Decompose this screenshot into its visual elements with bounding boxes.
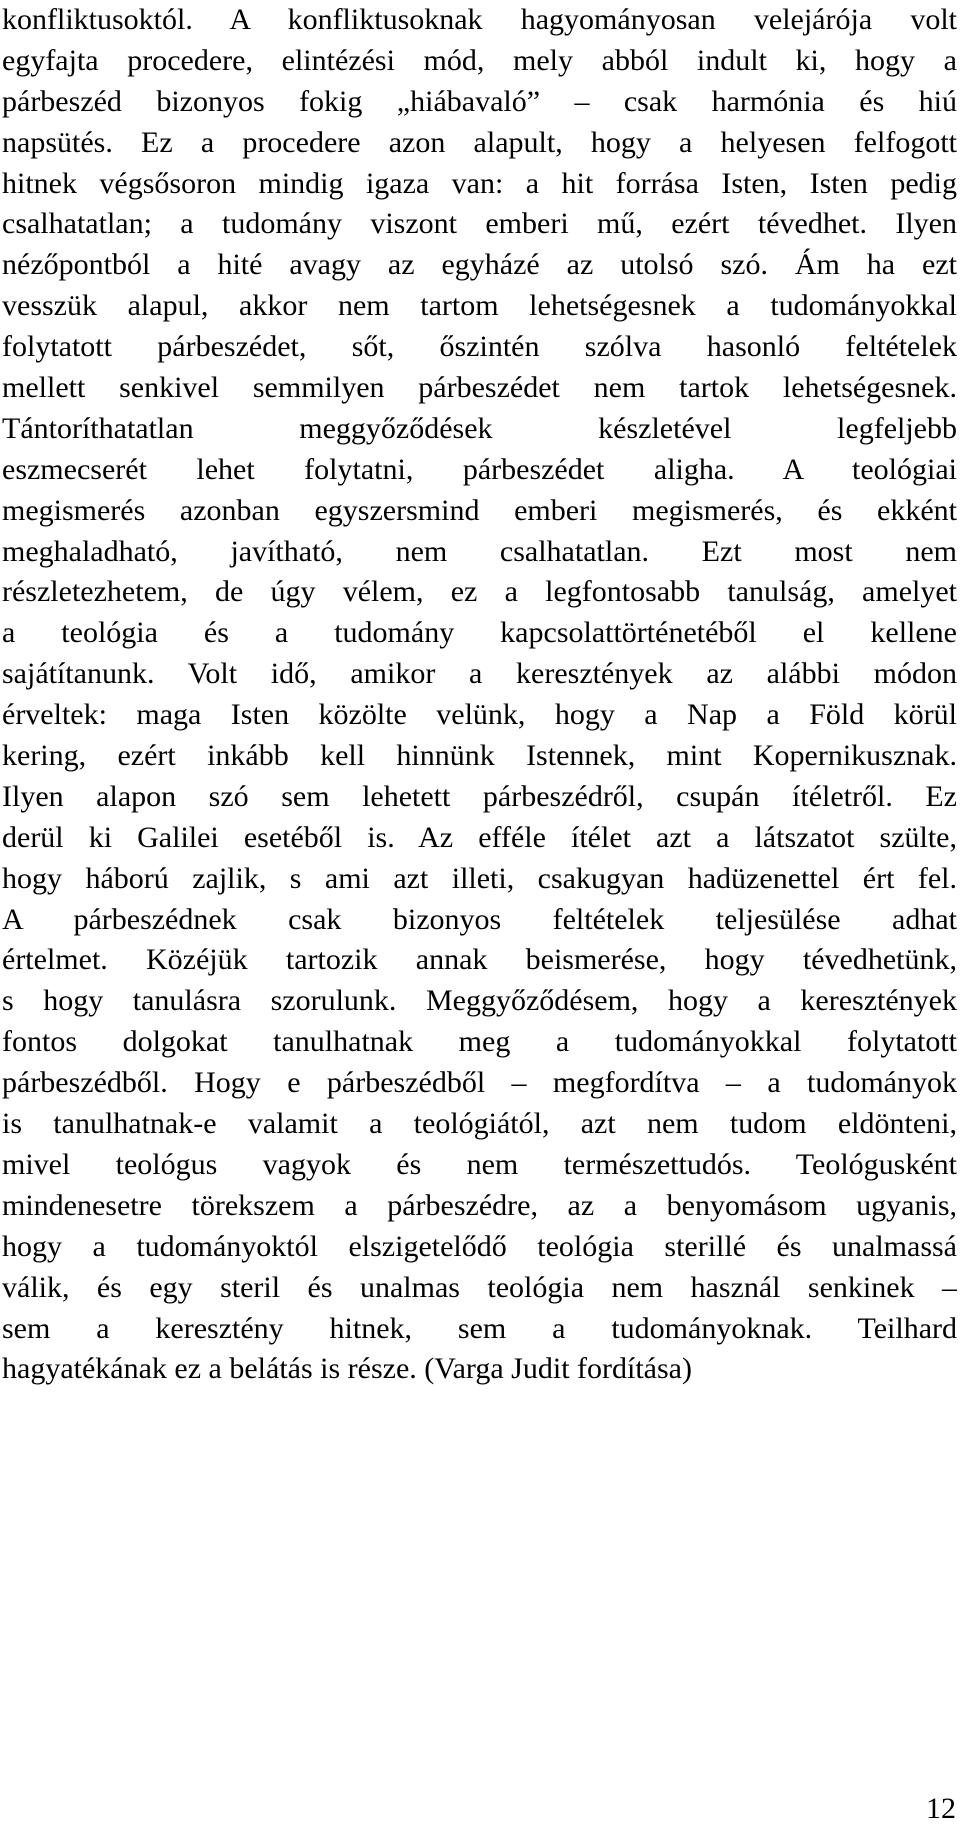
text-line: s hogy tanulásra szorulunk. Meggyőződésem, hogy a keresztények [2,984,957,1018]
text-line: értelmet. Közéjük tartozik annak beismerése, hogy tévedhetünk, [2,943,957,977]
text-line: párbeszéd bizonyos fokig „hiábavaló” – csak harmónia és hiú [2,84,957,118]
text-line: sem a keresztény hitnek, sem a tudományoknak. Teilhard [2,1311,957,1345]
text-line: mivel teológus vagyok és nem természettudós. Teológusként [2,1147,957,1181]
text-line: nézőpontból a hité avagy az egyházé az utolsó szó. Ám ha ezt [2,248,957,282]
text-line: meghaladható, javítható, nem csalhatatlan. Ezt most nem [2,534,957,568]
text-line: hitnek végsősoron mindig igaza van: a hit forrása Isten, Isten pedig [2,166,957,200]
text-line: eszmecserét lehet folytatni, párbeszédet aligha. A teológiai [2,452,957,486]
text-line: napsütés. Ez a procedere azon alapult, hogy a helyesen felfogott [2,125,957,159]
text-line: részletezhetem, de úgy vélem, ez a legfontosabb tanulság, amelyet [2,575,957,609]
text-line: Ilyen alapon szó sem lehetett párbeszédről, csupán ítéletről. Ez [2,779,957,813]
text-line: hogy háború zajlik, s ami azt illeti, csakugyan hadüzenettel ért fel. [2,861,957,895]
body-paragraph [2,0,957,1390]
text-line: csalhatatlan; a tudomány viszont emberi mű, ezért tévedhet. Ilyen [2,207,957,241]
text-line: is tanulhatnak-e valamit a teológiától, azt nem tudom eldönteni, [2,1107,957,1141]
text-line: konfliktusoktól. A konfliktusoknak hagyományosan velejárója volt [2,3,957,36]
text-line: egyfajta procedere, elintézési mód, mely abból indult ki, hogy a [2,43,957,77]
page-number: 12 [926,1792,956,1825]
text-line: vesszük alapul, akkor nem tartom lehetségesnek a tudományokkal [2,289,957,323]
text-line: fontos dolgokat tanulhatnak meg a tudományokkal folytatott [2,1025,957,1059]
text-line: kering, ezért inkább kell hinnünk Istennek, mint Kopernikusznak. [2,739,957,773]
text-line: érveltek: maga Isten közölte velünk, hogy a Nap a Föld körül [2,698,957,732]
text-line: hogy a tudományoktól elszigetelődő teológia sterillé és unalmassá [2,1229,957,1263]
text-line: A párbeszédnek csak bizonyos feltételek teljesülése adhat [2,902,957,936]
text-line: mellett senkivel semmilyen párbeszédet nem tartok lehetségesnek. [2,371,957,405]
text-line: megismerés azonban egyszersmind emberi megismerés, és ekként [2,493,957,527]
text-line: sajátítanunk. Volt idő, amikor a keresztények az alábbi módon [2,657,957,691]
text-line: folytatott párbeszédet, sőt, őszintén szólva hasonló feltételek [2,330,957,364]
text-line: Tántoríthatatlan meggyőződések készletével legfeljebb [2,411,957,445]
text-line: a teológia és a tudomány kapcsolattörténetéből el kellene [2,616,957,650]
text-line: hagyatékának ez a belátás is része. (Varga Judit fordítása) [2,1352,692,1386]
text-line: válik, és egy steril és unalmas teológia nem használ senkinek – [2,1270,957,1304]
text-line: derül ki Galilei esetéből is. Az efféle ítélet azt a látszatot szülte, [2,820,957,854]
text-line: párbeszédből. Hogy e párbeszédből – megfordítva – a tudományok [2,1066,957,1100]
text-line: mindenesetre törekszem a párbeszédre, az a benyomásom ugyanis, [2,1188,957,1222]
